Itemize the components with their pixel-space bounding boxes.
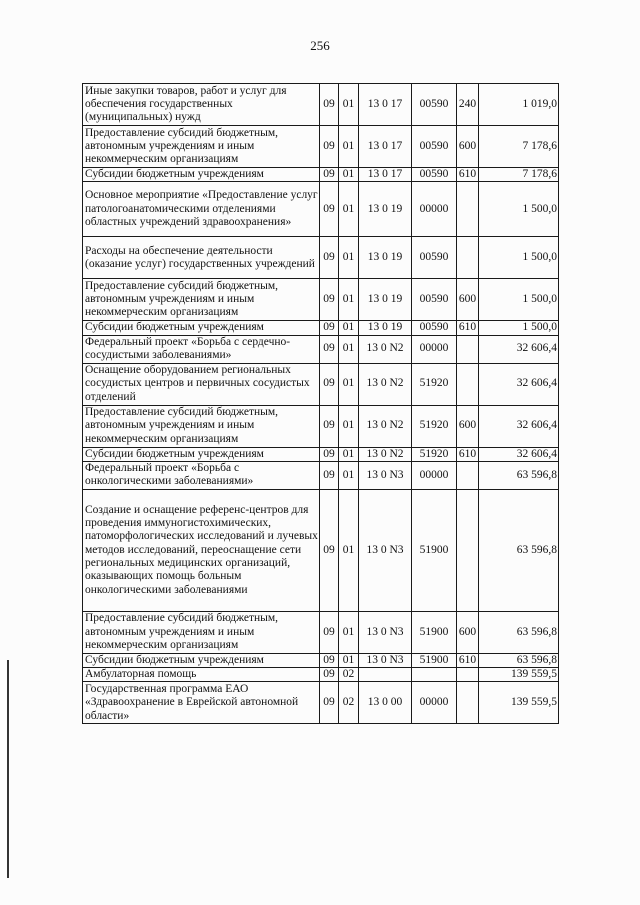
cell-subsection: 01 [339,363,359,405]
cell-subsection: 02 [339,668,359,682]
cell-program: 13 0 17 [359,126,412,168]
cell-direction: 00000 [412,335,457,363]
cell-direction: 00000 [412,182,457,237]
cell-section: 09 [320,405,339,447]
table-row [83,126,559,168]
cell-expense-type: 240 [457,84,479,126]
cell-section: 09 [320,84,339,126]
cell-direction: 51920 [412,447,457,461]
cell-subsection: 01 [339,335,359,363]
row-name: Основное мероприятие «Предоставление услуг патологоанатомическими отделениями областных учреждений здравоохранения» [83,182,320,237]
cell-program: 13 0 N3 [359,653,412,667]
cell-program: 13 0 00 [359,682,412,724]
cell-amount: 7 178,6 [479,126,559,168]
cell-program: 13 0 17 [359,84,412,126]
table-row [83,489,559,611]
cell-section: 09 [320,321,339,335]
cell-expense-type [457,182,479,237]
cell-amount: 63 596,8 [479,461,559,489]
cell-direction: 00590 [412,168,457,182]
cell-section: 09 [320,668,339,682]
cell-subsection: 01 [339,611,359,653]
cell-subsection: 01 [339,126,359,168]
cell-direction: 51920 [412,363,457,405]
scan-margin-line [7,660,9,878]
cell-program: 13 0 19 [359,279,412,321]
cell-amount: 63 596,8 [479,611,559,653]
cell-program: 13 0 17 [359,168,412,182]
cell-section: 09 [320,182,339,237]
cell-expense-type: 600 [457,611,479,653]
row-name: Предоставление субсидий бюджетным, автономным учреждениям и иным некоммерческим организациям [83,126,320,168]
cell-direction: 00000 [412,682,457,724]
row-name: Федеральный проект «Борьба с сердечно-сосудистыми заболеваниями» [83,335,320,363]
cell-subsection: 01 [339,447,359,461]
cell-expense-type [457,682,479,724]
cell-amount: 32 606,4 [479,447,559,461]
cell-section: 09 [320,237,339,279]
cell-section: 09 [320,682,339,724]
cell-section: 09 [320,653,339,667]
cell-program: 13 0 19 [359,321,412,335]
cell-expense-type: 600 [457,279,479,321]
cell-expense-type [457,668,479,682]
cell-amount: 1 500,0 [479,237,559,279]
table-row [83,237,559,279]
cell-subsection: 01 [339,182,359,237]
table-row [83,668,559,682]
cell-subsection: 01 [339,653,359,667]
table-row [83,447,559,461]
row-name: Субсидии бюджетным учреждениям [83,321,320,335]
table-row [83,363,559,405]
cell-amount: 1 500,0 [479,182,559,237]
row-name: Субсидии бюджетным учреждениям [83,447,320,461]
cell-expense-type [457,335,479,363]
table-row [83,405,559,447]
cell-subsection: 01 [339,168,359,182]
cell-section: 09 [320,611,339,653]
cell-direction: 51900 [412,653,457,667]
cell-direction: 51900 [412,489,457,611]
row-name: Амбулаторная помощь [83,668,320,682]
table-row [83,168,559,182]
cell-program: 13 0 19 [359,182,412,237]
cell-subsection: 01 [339,405,359,447]
cell-program: 13 0 N3 [359,489,412,611]
cell-program: 13 0 19 [359,237,412,279]
cell-section: 09 [320,461,339,489]
cell-amount: 32 606,4 [479,363,559,405]
cell-subsection: 01 [339,279,359,321]
cell-direction [412,668,457,682]
cell-amount: 32 606,4 [479,405,559,447]
row-name: Субсидии бюджетным учреждениям [83,168,320,182]
cell-direction: 00000 [412,461,457,489]
cell-expense-type: 610 [457,653,479,667]
cell-section: 09 [320,447,339,461]
cell-program: 13 0 N2 [359,363,412,405]
table-row [83,653,559,667]
row-name: Государственная программа ЕАО «Здравоохранение в Еврейской автономной области» [83,682,320,724]
cell-expense-type: 610 [457,321,479,335]
cell-program: 13 0 N2 [359,335,412,363]
cell-amount: 7 178,6 [479,168,559,182]
cell-direction: 00590 [412,126,457,168]
cell-direction: 00590 [412,279,457,321]
row-name: Предоставление субсидий бюджетным, автономным учреждениям и иным некоммерческим организациям [83,279,320,321]
row-name: Предоставление субсидий бюджетным, автономным учреждениям и иным некоммерческим организациям [83,611,320,653]
cell-program: 13 0 N2 [359,447,412,461]
row-name: Оснащение оборудованием региональных сосудистых центров и первичных сосудистых отделений [83,363,320,405]
cell-expense-type: 600 [457,126,479,168]
table-row [83,682,559,724]
cell-section: 09 [320,126,339,168]
cell-subsection: 02 [339,682,359,724]
row-name: Создание и оснащение референс-центров для проведения иммуногистохимических, патоморфологических исследований и лучевых методов исследований, переоснащение сети региональных медицинских организаций, оказывающих помощь больным онкологическими заболеваниями [83,489,320,611]
cell-direction: 00590 [412,237,457,279]
cell-section: 09 [320,168,339,182]
table-row [83,611,559,653]
cell-expense-type: 610 [457,168,479,182]
cell-subsection: 01 [339,321,359,335]
cell-amount: 139 559,5 [479,682,559,724]
cell-section: 09 [320,489,339,611]
cell-program: 13 0 N3 [359,461,412,489]
table-row [83,321,559,335]
page-number: 256 [310,38,330,53]
cell-program [359,668,412,682]
budget-table [82,83,559,724]
cell-amount: 1 019,0 [479,84,559,126]
cell-amount: 1 500,0 [479,321,559,335]
cell-amount: 1 500,0 [479,279,559,321]
cell-section: 09 [320,279,339,321]
table-row [83,461,559,489]
cell-program: 13 0 N2 [359,405,412,447]
cell-subsection: 01 [339,237,359,279]
cell-expense-type [457,461,479,489]
cell-direction: 51920 [412,405,457,447]
table-row [83,182,559,237]
cell-section: 09 [320,335,339,363]
cell-expense-type: 600 [457,405,479,447]
row-name: Федеральный проект «Борьба с онкологическими заболеваниями» [83,461,320,489]
cell-direction: 51900 [412,611,457,653]
cell-amount: 63 596,8 [479,653,559,667]
cell-subsection: 01 [339,84,359,126]
row-name: Предоставление субсидий бюджетным, автономным учреждениям и иным некоммерческим организациям [83,405,320,447]
cell-amount: 63 596,8 [479,489,559,611]
row-name: Иные закупки товаров, работ и услуг для обеспечения государственных (муниципальных) нужд [83,84,320,126]
cell-expense-type [457,363,479,405]
budget-table-body [83,84,559,724]
cell-section: 09 [320,363,339,405]
cell-direction: 00590 [412,321,457,335]
cell-subsection: 01 [339,461,359,489]
table-row [83,335,559,363]
table-row [83,84,559,126]
cell-expense-type [457,237,479,279]
cell-direction: 00590 [412,84,457,126]
row-name: Субсидии бюджетным учреждениям [83,653,320,667]
cell-amount: 139 559,5 [479,668,559,682]
cell-program: 13 0 N3 [359,611,412,653]
cell-expense-type [457,489,479,611]
cell-amount: 32 606,4 [479,335,559,363]
cell-subsection: 01 [339,489,359,611]
row-name: Расходы на обеспечение деятельности (оказание услуг) государственных учреждений [83,237,320,279]
cell-expense-type: 610 [457,447,479,461]
table-row [83,279,559,321]
